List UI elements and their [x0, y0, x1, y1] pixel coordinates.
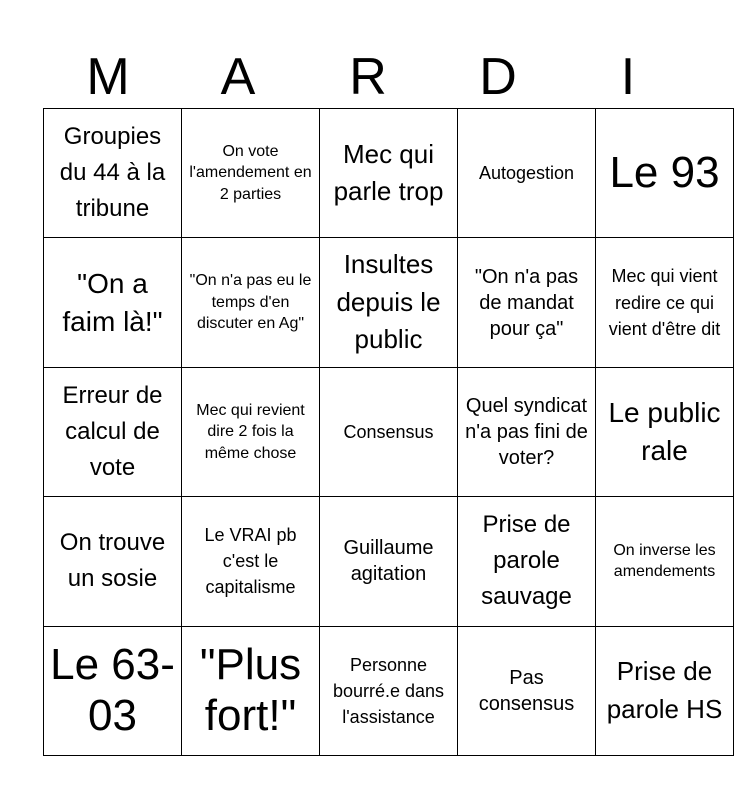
- bingo-cell[interactable]: "Plus fort!": [182, 626, 320, 755]
- title-letter-r: R: [349, 48, 387, 106]
- grid-row: [44, 626, 734, 755]
- bingo-cell[interactable]: Le public rale: [596, 367, 734, 496]
- bingo-grid: [43, 108, 734, 756]
- grid-row: [44, 109, 734, 238]
- bingo-cell[interactable]: On vote l'amendement en 2 parties: [182, 109, 320, 238]
- bingo-cell[interactable]: "On a faim là!": [44, 238, 182, 367]
- bingo-cell[interactable]: Autogestion: [458, 109, 596, 238]
- bingo-cell[interactable]: Mec qui parle trop: [320, 109, 458, 238]
- title-letter-i: I: [620, 48, 636, 106]
- bingo-cell[interactable]: Insultes depuis le public: [320, 238, 458, 367]
- bingo-cell[interactable]: Prise de parole HS: [596, 626, 734, 755]
- bingo-cell[interactable]: On trouve un sosie: [44, 497, 182, 626]
- bingo-title: [43, 46, 693, 108]
- bingo-cell[interactable]: Mec qui vient redire ce qui vient d'être dit: [596, 238, 734, 367]
- grid-row: [44, 497, 734, 626]
- grid-row: [44, 238, 734, 367]
- bingo-cell[interactable]: Prise de parole sauvage: [458, 497, 596, 626]
- bingo-cell[interactable]: Quel syndicat n'a pas fini de voter?: [458, 367, 596, 496]
- bingo-cell[interactable]: "On n'a pas eu le temps d'en discuter en Ag": [182, 238, 320, 367]
- bingo-cell[interactable]: Le 63-03: [44, 626, 182, 755]
- bingo-cell[interactable]: Le 93: [596, 109, 734, 238]
- title-letter-m: M: [86, 48, 130, 106]
- bingo-cell[interactable]: Personne bourré.e dans l'assistance: [320, 626, 458, 755]
- bingo-cell[interactable]: Pas consensus: [458, 626, 596, 755]
- bingo-cell[interactable]: Le VRAI pb c'est le capitalisme: [182, 497, 320, 626]
- bingo-cell[interactable]: On inverse les amendements: [596, 497, 734, 626]
- bingo-cell[interactable]: "On n'a pas de mandat pour ça": [458, 238, 596, 367]
- title-letter-a: A: [220, 48, 256, 106]
- bingo-cell[interactable]: Erreur de calcul de vote: [44, 367, 182, 496]
- title-letter-d: D: [479, 48, 517, 106]
- bingo-cell[interactable]: Consensus: [320, 367, 458, 496]
- grid-row: [44, 367, 734, 496]
- bingo-cell[interactable]: Groupies du 44 à la tribune: [44, 109, 182, 238]
- bingo-cell[interactable]: Mec qui revient dire 2 fois la même chose: [182, 367, 320, 496]
- bingo-cell[interactable]: Guillaume agitation: [320, 497, 458, 626]
